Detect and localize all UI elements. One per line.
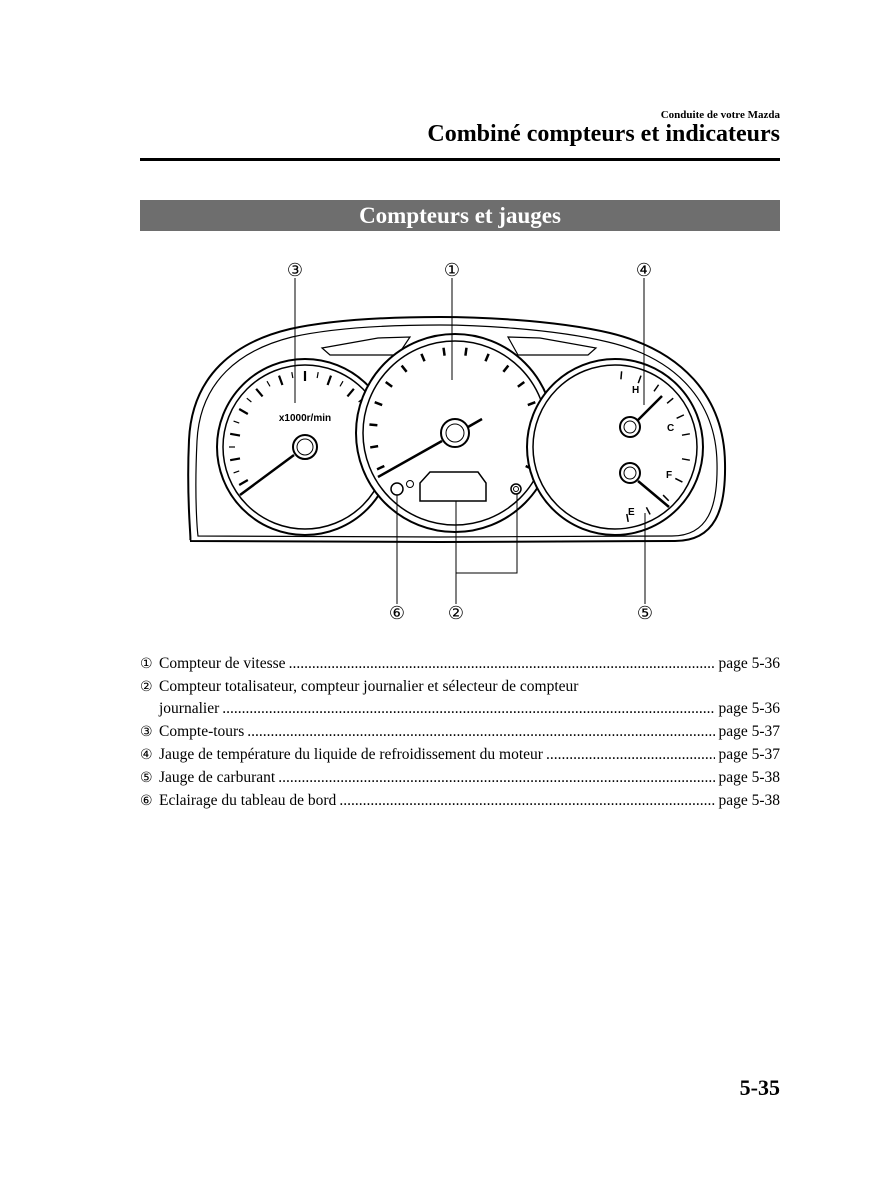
item-number: ⑥ [140,793,153,809]
tachometer-unit-label: x1000r/min [278,413,332,424]
dot-leader [289,652,716,675]
item-label: Eclairage du tableau de bord [159,792,337,809]
fuel-empty-label: E [628,507,635,518]
item-number: ④ [140,747,153,763]
item-label: Compteur de vitesse [159,655,286,672]
speedometer [356,334,554,532]
item-page-ref: page 5-36 [718,655,780,672]
item-page-ref: page 5-38 [718,792,780,809]
temperature-tick [621,371,622,379]
dot-leader [339,789,715,812]
item-label: Compte-tours [159,723,245,740]
item-page-ref: page 5-36 [718,700,780,717]
trip-selector-knob [511,484,521,494]
fuel-full-label: F [666,470,673,481]
dot-leader [278,766,715,789]
item-label: Jauge de température du liquide de refroidissement du moteur [159,746,543,763]
item-label: Jauge de carburant [159,769,276,786]
speedometer-tick [465,348,466,356]
temperature-hot-label: H [632,385,640,396]
speedometer-tick [444,348,445,356]
callout-2: ② [447,603,465,624]
item-page-ref: page 5-38 [718,769,780,786]
list-item [140,789,780,812]
warning-lamp-window-right [508,337,596,355]
list-item [140,675,780,697]
dot-leader [247,720,715,743]
list-item [140,652,780,675]
header-rule [140,158,780,161]
temperature-cold-label: C [667,423,675,434]
chapter-title: Conduite de votre Mazda [660,109,780,121]
fuel-gauge-hub [620,463,640,483]
section-title: Combiné compteurs et indicateurs [427,121,780,147]
dimmer-knob [391,483,403,495]
page-number: 5-35 [739,1075,780,1100]
instrument-cluster-illustration [140,255,780,630]
reference-list [140,652,780,812]
list-item [140,743,780,766]
odometer-display [420,472,486,501]
dot-leader [222,697,715,720]
item-number: ⑤ [140,770,153,786]
item-number: ③ [140,724,153,740]
speedometer-hub [441,419,469,447]
banner [140,200,780,231]
dot-leader [546,743,716,766]
callout-1: ① [443,260,461,281]
temp-fuel-gauge [527,359,703,535]
callout-5: ⑤ [636,603,654,624]
banner-title: Compteurs et jauges [359,203,561,228]
callout-6: ⑥ [388,603,406,624]
list-item [140,720,780,743]
callout-3: ③ [286,260,304,281]
list-item-continuation [140,697,780,720]
item-page-ref: page 5-37 [718,723,780,740]
item-number: ① [140,656,153,672]
item-label-continued: journalier [159,700,220,717]
list-item [140,766,780,789]
speedometer-tick [369,425,377,426]
item-number: ② [140,679,153,695]
item-page-ref: page 5-37 [718,746,780,763]
speedometer-tick [370,446,378,447]
item-label: Compteur totalisateur, compteur journalier et sélecteur de compteur [159,678,579,695]
callout-4: ④ [635,260,653,281]
temperature-gauge-hub [620,417,640,437]
